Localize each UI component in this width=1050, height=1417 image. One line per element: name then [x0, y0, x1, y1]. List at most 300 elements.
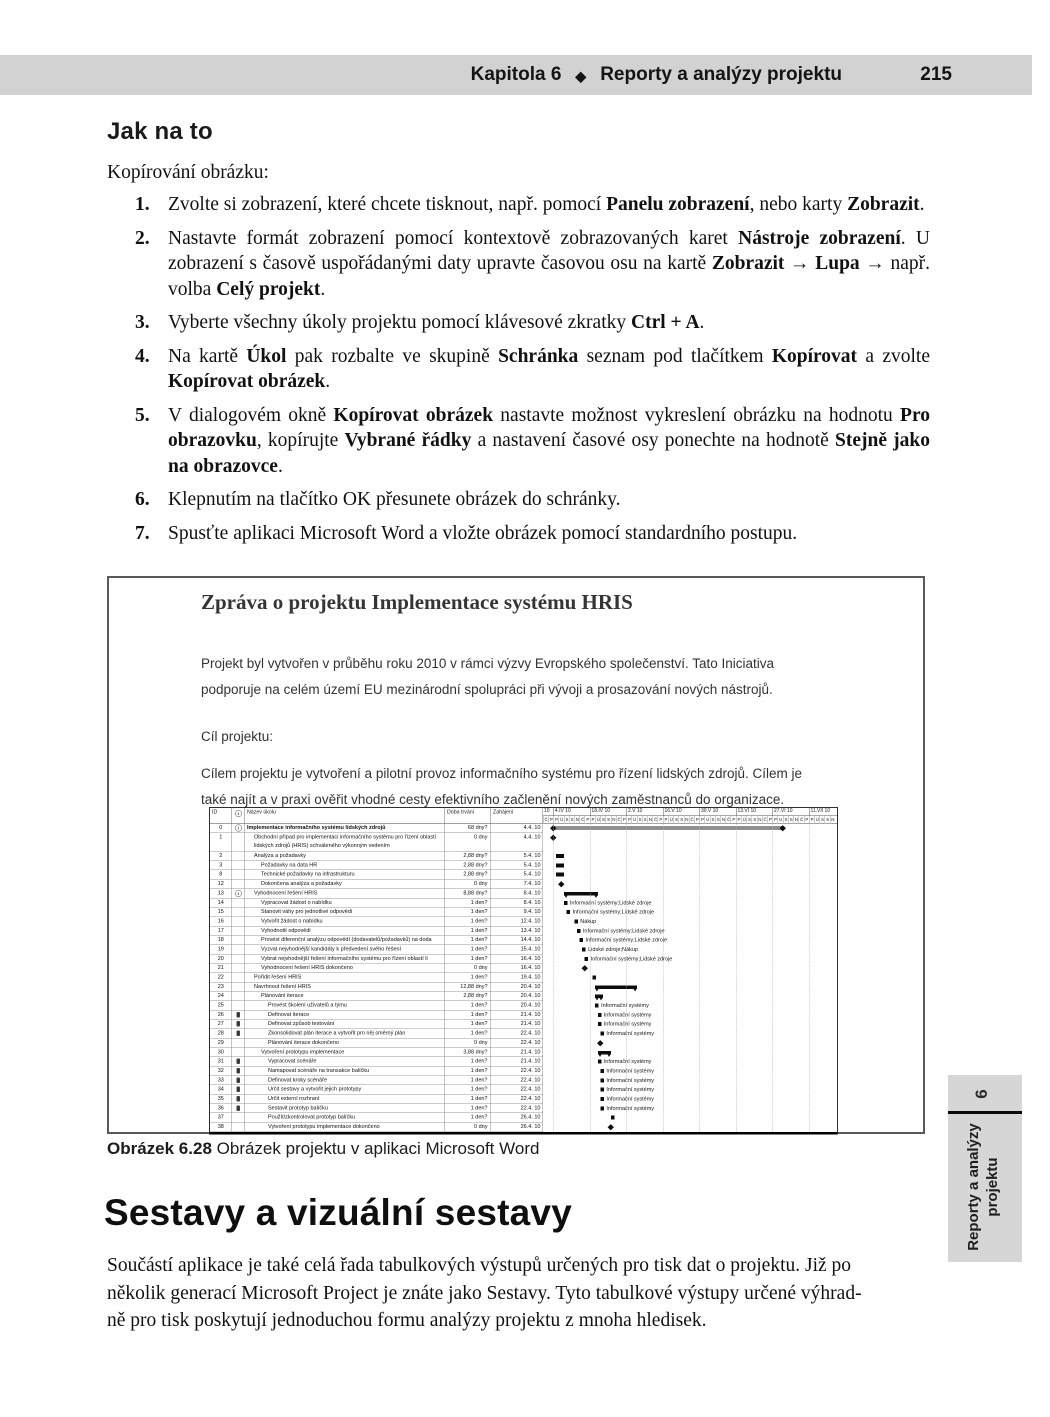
resource-label: Informační systémy;Lidské zdroje — [569, 899, 652, 906]
gantt-row — [543, 1029, 837, 1038]
gantt-row — [543, 1076, 837, 1085]
task-start: 4.4. 10 — [491, 833, 543, 852]
timeline-day-letter: P — [628, 817, 632, 822]
timeline-day-letter: Ú — [742, 817, 746, 822]
gantt-row — [543, 926, 837, 935]
task-bar — [598, 1022, 602, 1026]
task-bar — [582, 947, 586, 951]
task-name: Analýza a požadavky — [245, 852, 445, 861]
task-indicator — [232, 1038, 245, 1047]
gantt-row — [543, 889, 837, 898]
task-id: 31 — [210, 1057, 232, 1066]
task-row — [210, 1076, 837, 1085]
task-name: Plánování iterace — [245, 992, 445, 1001]
task-row — [210, 880, 837, 889]
task-bar — [611, 1116, 615, 1120]
timeline-day-letter: N — [685, 817, 689, 822]
section-paragraph: Součástí aplikace je také celá řada tabulkových výstupů určených pro tisk dat o projektu. Již po několik generací Microsoft Project je znáte jako Sestavy. Tyto tabulkové výstupy určené výhrad- ně pro tisk poskytují jednoduchou formu analýzy projektu z mnoha hledisek. — [107, 1255, 862, 1331]
constraint-icon — [237, 1105, 241, 1111]
step-text: Vyberte všechny úkoly projektu pomocí klávesové zkratky Ctrl + A. — [168, 312, 705, 333]
timeline-day-letter: P — [586, 817, 590, 822]
figure-caption-label: Obrázek 6.28 — [107, 1139, 212, 1158]
task-duration: 1 den? — [445, 1113, 491, 1122]
task-indicator — [232, 982, 245, 991]
doc-paragraph-2: Cílem projektu je vytvoření a pilotní provoz informačního systému pro řízení lidských zdrojů. Cílem je také najít a v praxi ověřit vhodné cesty efektivního začlenění nových zaměstnanců do organizace. — [201, 766, 802, 807]
task-indicator — [232, 945, 245, 954]
gantt-table — [209, 807, 838, 1134]
task-id: 17 — [210, 926, 232, 935]
timeline-day-letter: P — [737, 817, 741, 822]
task-name: Vyhodnotit odpovědi — [245, 926, 445, 935]
task-start: 26.4. 10 — [491, 1123, 543, 1132]
gantt-row — [543, 861, 837, 870]
figure-caption-text: Obrázek projektu v aplikaci Microsoft Word — [216, 1139, 540, 1158]
timeline-day-letter: N — [648, 817, 653, 822]
gantt-row — [543, 898, 837, 907]
task-start: 22.4. 10 — [491, 1085, 543, 1094]
task-start: 22.4. 10 — [491, 1038, 543, 1047]
chapter-tab — [948, 1075, 1022, 1262]
task-bar — [600, 1088, 604, 1092]
task-id: 32 — [210, 1066, 232, 1075]
task-name: Provést diferenční analýzu odpovědí (dodavatelů/požadavků) na doda — [245, 936, 445, 945]
gantt-row — [543, 824, 837, 833]
resource-label: Informační systémy — [603, 1011, 652, 1018]
task-row — [210, 964, 837, 973]
task-id: 23 — [210, 982, 232, 991]
steps-list — [135, 192, 930, 554]
task-start: 4.4. 10 — [491, 824, 543, 833]
task-duration: 1 den? — [445, 1076, 491, 1085]
task-start: 22.4. 10 — [491, 1104, 543, 1113]
milestone-diamond — [558, 881, 564, 887]
task-start: 13.4. 10 — [491, 926, 543, 935]
task-duration: 1 den? — [445, 936, 491, 945]
task-start: 20.4. 10 — [491, 982, 543, 991]
timeline-tick-label: 30.V 10 — [699, 808, 737, 816]
timeline-day-letter: S — [789, 817, 793, 822]
timeline-day-letter: P — [768, 817, 772, 822]
task-duration: 1 den? — [445, 917, 491, 926]
timeline-day-letter: Ú — [596, 817, 600, 822]
task-duration: 0 dny — [445, 833, 491, 852]
gantt-chart — [209, 807, 838, 1134]
task-indicator — [232, 1001, 245, 1010]
task-id: 21 — [210, 964, 232, 973]
timeline-day-letter: P — [695, 817, 699, 822]
resource-label: Lidské zdroje;Nákup — [588, 946, 638, 953]
task-bar — [600, 1106, 604, 1110]
task-indicator — [232, 1123, 245, 1132]
timeline-day-letter: N — [831, 817, 835, 822]
step-number: 2. — [135, 227, 150, 249]
task-row — [210, 992, 837, 1001]
task-start: 21.4. 10 — [491, 1020, 543, 1029]
gantt-row — [543, 1020, 837, 1029]
task-name: Vyzvat nejvhodnější kandidáty k předvedení svého řešení — [245, 945, 445, 954]
task-bar — [600, 1078, 604, 1082]
task-start: 21.4. 10 — [491, 1048, 543, 1057]
timeline-tick-label: 27.VI 10 — [772, 808, 810, 816]
task-start: 7.4. 10 — [491, 880, 543, 889]
task-start: 21.4. 10 — [491, 1057, 543, 1066]
task-duration: 0 dny — [445, 1038, 491, 1047]
task-indicator — [232, 824, 245, 833]
timeline-day-letter: Č — [653, 817, 658, 822]
task-start: 20.4. 10 — [491, 1001, 543, 1010]
task-name: Definovat iterace — [245, 1010, 445, 1019]
timeline-day-letter: S — [638, 817, 642, 822]
timeline-gridline — [553, 824, 554, 1132]
task-duration: 1 den? — [445, 1057, 491, 1066]
task-row — [210, 1020, 837, 1029]
task-bar — [598, 1060, 602, 1064]
task-name: Provést školení uživatelů a týmu — [245, 1001, 445, 1010]
constraint-icon — [237, 1077, 241, 1083]
task-indicator — [232, 889, 245, 898]
resource-label: Informační systémy;Lidské zdroje — [582, 927, 665, 934]
task-id: 24 — [210, 992, 232, 1001]
task-name: Vyhodnocení řešení HRIS dokončeno — [245, 964, 445, 973]
milestone-diamond — [608, 1124, 614, 1130]
gantt-row — [543, 1048, 837, 1057]
task-indicator — [232, 1057, 245, 1066]
timeline-day-letter: Č — [580, 817, 585, 822]
task-name: Vytvoření prototypu implementace dokončeno — [245, 1123, 445, 1132]
timeline-day-letter: S — [680, 817, 684, 822]
timeline-day-letter: N — [612, 817, 616, 822]
running-header-text — [471, 55, 842, 95]
figure-caption — [107, 1139, 539, 1159]
task-row — [210, 1010, 837, 1019]
doc-title: Zpráva o projektu Implementace systému HRIS — [201, 590, 633, 614]
timeline-day-letter: P — [732, 817, 736, 822]
timeline-tick-label: 2.V 10 — [626, 808, 664, 816]
page-number: 215 — [920, 64, 952, 85]
constraint-icon — [237, 1031, 241, 1037]
task-id: 15 — [210, 908, 232, 917]
gantt-row — [543, 1057, 837, 1066]
task-name: Obchodní případ pro implementaci informačního systému pro řízení oblastí lidských zdrojů (HRIS) schváleného výkonným vedením — [245, 833, 445, 852]
step-number: 7. — [135, 522, 150, 544]
task-bar — [598, 1013, 602, 1017]
howto-step — [135, 403, 930, 480]
resource-label: Informační systémy — [606, 1030, 655, 1037]
task-name: Určit externí rozhraní — [245, 1094, 445, 1103]
gantt-row — [543, 964, 837, 973]
task-duration: 8,88 dny? — [445, 889, 491, 898]
task-duration: 2,88 dny? — [445, 852, 491, 861]
timeline-tick-label: 11.VII 10 — [809, 808, 837, 816]
task-start: 16.4. 10 — [491, 954, 543, 963]
task-duration: 1 den? — [445, 1104, 491, 1113]
chapter-tab-label: Reporty a analýzy projektu — [965, 1123, 1001, 1251]
resource-label: Informační systémy — [606, 1095, 655, 1102]
column-header-dur: Doba trvání — [445, 808, 491, 823]
task-row — [210, 926, 837, 935]
task-bar — [600, 1097, 604, 1101]
task-start: 19.4. 10 — [491, 973, 543, 982]
running-header — [0, 55, 1032, 95]
timeline-day-letter: P — [805, 817, 809, 822]
constraint-icon — [237, 1059, 241, 1065]
howto-step — [135, 487, 930, 513]
task-id: 1 — [210, 833, 232, 852]
gantt-row — [543, 1066, 837, 1075]
task-name: Definovat kroky scénáře — [245, 1076, 445, 1085]
timeline-day-letter: Č — [617, 817, 621, 822]
task-duration: 1 den? — [445, 1020, 491, 1029]
task-row — [210, 945, 837, 954]
resource-label: Informační systémy — [606, 1105, 655, 1112]
task-row — [210, 870, 837, 879]
task-id: 27 — [210, 1020, 232, 1029]
gantt-row — [543, 880, 837, 889]
task-indicator — [232, 1029, 245, 1038]
timeline-day-letter: P — [701, 817, 705, 822]
task-name: Vypracovat scénáře — [245, 1057, 445, 1066]
task-name: Pořídit řešení HRIS — [245, 973, 445, 982]
timeline-day-letter: S — [570, 817, 574, 822]
task-duration: 1 den? — [445, 898, 491, 907]
step-text: Klepnutím na tlačítko OK přesunete obrázek do schránky. — [168, 489, 621, 510]
task-start: 9.4. 10 — [491, 908, 543, 917]
task-row — [210, 852, 837, 861]
timeline-day-letter: P — [659, 817, 663, 822]
timeline-tick-label: 4.IV 10 — [553, 808, 591, 816]
constraint-icon — [237, 1021, 241, 1027]
task-duration: 1 den? — [445, 1066, 491, 1075]
step-text: Zvolte si zobrazení, které chcete tisknout, např. pomocí Panelu zobrazení, nebo karty Zobrazit. — [168, 194, 925, 215]
column-header-name: Název úkolu — [245, 808, 445, 823]
task-row — [210, 833, 837, 852]
task-duration: 1 den? — [445, 954, 491, 963]
timeline-day-letter: Ú — [633, 817, 637, 822]
timeline-day-letter: N — [758, 817, 762, 822]
task-name: Sestavit prototyp balíčku — [245, 1104, 445, 1113]
step-number: 6. — [135, 489, 150, 510]
timeline-day-letter: N — [794, 817, 799, 822]
timeline-tick-label: 18.IV 10 — [590, 808, 628, 816]
chapter-title: Reporty a analýzy projektu — [600, 64, 842, 85]
gantt-row — [543, 1085, 837, 1094]
constraint-icon — [237, 1087, 241, 1093]
task-indicator — [232, 992, 245, 1001]
timeline-gridline — [736, 824, 737, 1132]
task-id: 35 — [210, 1094, 232, 1103]
task-row — [210, 1048, 837, 1057]
gantt-row — [543, 973, 837, 982]
task-row — [210, 1001, 837, 1010]
task-duration: 1 den? — [445, 1029, 491, 1038]
word-document — [109, 578, 923, 837]
gantt-row — [543, 1038, 837, 1047]
resource-label: Informační systémy;Lidské zdroje — [590, 955, 673, 962]
chapter-tab-number: 6 — [972, 1089, 991, 1099]
task-indicator — [232, 833, 245, 852]
task-start: 26.4. 10 — [491, 1113, 543, 1122]
gantt-row — [543, 908, 837, 917]
timeline-day-letter: S — [711, 817, 715, 822]
resource-label: Informační systémy — [606, 1077, 655, 1084]
task-indicator — [232, 1010, 245, 1019]
task-duration: 12,88 dny? — [445, 982, 491, 991]
timeline-gridline — [663, 824, 664, 1132]
task-duration: 1 den? — [445, 1010, 491, 1019]
task-id: 18 — [210, 936, 232, 945]
resource-label: Informační systémy;Lidské zdroje — [585, 937, 668, 944]
task-id: 26 — [210, 1010, 232, 1019]
task-bar — [556, 854, 564, 858]
task-start: 8.4. 10 — [491, 889, 543, 898]
task-id: 29 — [210, 1038, 232, 1047]
task-duration: 1 den? — [445, 1085, 491, 1094]
task-duration: 2,88 dny? — [445, 861, 491, 870]
task-row — [210, 973, 837, 982]
task-indicator — [232, 880, 245, 889]
task-duration: 0 dny — [445, 880, 491, 889]
summary-bar — [564, 892, 598, 896]
step-number: 3. — [135, 312, 150, 333]
task-id: 25 — [210, 1001, 232, 1010]
task-duration: 1 den? — [445, 1001, 491, 1010]
timeline-tick-label: 13.VI 10 — [736, 808, 774, 816]
task-id: 8 — [210, 870, 232, 879]
task-indicator — [232, 1085, 245, 1094]
task-indicator — [232, 1113, 245, 1122]
task-id: 2 — [210, 852, 232, 861]
timeline-day-letter: S — [784, 817, 788, 822]
gantt-row — [543, 992, 837, 1001]
task-row — [210, 1085, 837, 1094]
task-duration: 3,88 dny? — [445, 1048, 491, 1057]
task-row — [210, 889, 837, 898]
gantt-row — [543, 982, 837, 991]
timeline-gridline — [590, 824, 591, 1132]
task-name: Navrhnout řešení HRIS — [245, 982, 445, 991]
constraint-icon — [237, 1068, 241, 1074]
task-name: Definovat způsob testování — [245, 1020, 445, 1029]
timeline-day-letter: Ú — [815, 817, 819, 822]
task-duration: 1 den? — [445, 908, 491, 917]
gantt-row — [543, 833, 837, 852]
summary-bar — [595, 985, 637, 989]
column-header-start: Zahájení — [491, 808, 543, 823]
timeline-day-letter: Ú — [706, 817, 710, 822]
timeline-gridline — [626, 824, 627, 1132]
task-indicator — [232, 1076, 245, 1085]
task-indicator — [232, 1094, 245, 1103]
task-indicator — [232, 936, 245, 945]
task-row — [210, 936, 837, 945]
timeline-tick-label: 16.V 10 — [663, 808, 701, 816]
task-id: 37 — [210, 1113, 232, 1122]
task-start: 20.4. 10 — [491, 992, 543, 1001]
task-row — [210, 861, 837, 870]
task-bar — [595, 1004, 599, 1008]
task-bar — [556, 863, 564, 867]
note-icon: i — [235, 890, 242, 897]
task-indicator — [232, 926, 245, 935]
timeline-day-letter: S — [607, 817, 611, 822]
task-bar — [593, 976, 597, 980]
task-indicator — [232, 861, 245, 870]
task-start: 15.4. 10 — [491, 945, 543, 954]
timeline-day-letter: S — [643, 817, 647, 822]
howto-step — [135, 344, 930, 395]
howto-step — [135, 521, 930, 547]
doc-goal-label: Cíl projektu: — [201, 729, 274, 744]
gantt-row — [543, 917, 837, 926]
step-text: Na kartě Úkol pak rozbalte ve skupině Schránka seznam pod tlačítkem Kopírovat a zvolte Kopírovat obrázek. — [168, 345, 930, 392]
timeline-day-letter: S — [601, 817, 605, 822]
step-text: V dialogovém okně Kopírovat obrázek nastavte možnost vykreslení obrázku na hodnotu Pro obrazovku, kopírujte Vybrané řádky a nastavení časové osy ponechte na hodnotě Stejně jako na obrazovce. — [168, 404, 931, 477]
timeline-day-letter: S — [820, 817, 824, 822]
task-name: Plánování iterace dokončeno — [245, 1038, 445, 1047]
task-row — [210, 1104, 837, 1113]
doc-paragraph-1: Projekt byl vytvořen v průběhu roku 2010 v rámci výzvy Evropského společenství. Tato Iniciativa podporuje na celém území EU mezinárodní spolupráci při vývoji a prosazování nových nástrojů. — [201, 656, 775, 697]
resource-label: Nákup — [580, 918, 597, 925]
task-duration: 1 den? — [445, 1094, 491, 1103]
step-number: 4. — [135, 345, 150, 367]
task-start: 21.4. 10 — [491, 1010, 543, 1019]
section-heading: Sestavy a vizuální sestavy — [104, 1192, 572, 1233]
task-indicator — [232, 917, 245, 926]
task-id: 38 — [210, 1123, 232, 1132]
timeline-day-letter: Ú — [560, 817, 564, 822]
task-id: 0 — [210, 824, 232, 833]
milestone-diamond — [582, 965, 588, 971]
task-duration: 2,88 dny? — [445, 870, 491, 879]
resource-label: Informační systémy — [606, 1086, 655, 1093]
timeline-day-letter: N — [575, 817, 580, 822]
task-indicator — [232, 954, 245, 963]
task-id: 3 — [210, 861, 232, 870]
timeline-day-letter: Č — [763, 817, 767, 822]
task-start: 14.4. 10 — [491, 936, 543, 945]
timeline-gridline — [772, 824, 773, 1132]
timeline-day-letter: S — [565, 817, 569, 822]
gantt-row — [543, 1113, 837, 1122]
gantt-row — [543, 870, 837, 879]
task-bar — [566, 910, 570, 914]
chapter-label: Kapitola 6 — [470, 64, 562, 85]
task-bar — [577, 929, 581, 933]
timeline-lead-label: 10 — [544, 808, 550, 814]
task-id: 33 — [210, 1076, 232, 1085]
column-header-ind — [232, 808, 245, 823]
task-indicator — [232, 1104, 245, 1113]
task-id: 22 — [210, 973, 232, 982]
task-name: Vypracovat žádost o nabídku — [245, 898, 445, 907]
task-row — [210, 1094, 837, 1103]
resource-label: Informační systémy;Lidské zdroje — [572, 909, 655, 916]
timeline-day-letter: Č — [544, 817, 548, 822]
task-indicator — [232, 1066, 245, 1075]
task-id: 19 — [210, 945, 232, 954]
howto-step — [135, 192, 930, 218]
timeline-day-letter: P — [810, 817, 814, 822]
milestone-diamond — [597, 1040, 603, 1046]
task-indicator — [232, 852, 245, 861]
task-row — [210, 898, 837, 907]
gantt-row — [543, 1104, 837, 1113]
task-row — [210, 1029, 837, 1038]
gantt-row — [543, 936, 837, 945]
step-number: 5. — [135, 404, 150, 426]
task-id: 34 — [210, 1085, 232, 1094]
gantt-row — [543, 1001, 837, 1010]
